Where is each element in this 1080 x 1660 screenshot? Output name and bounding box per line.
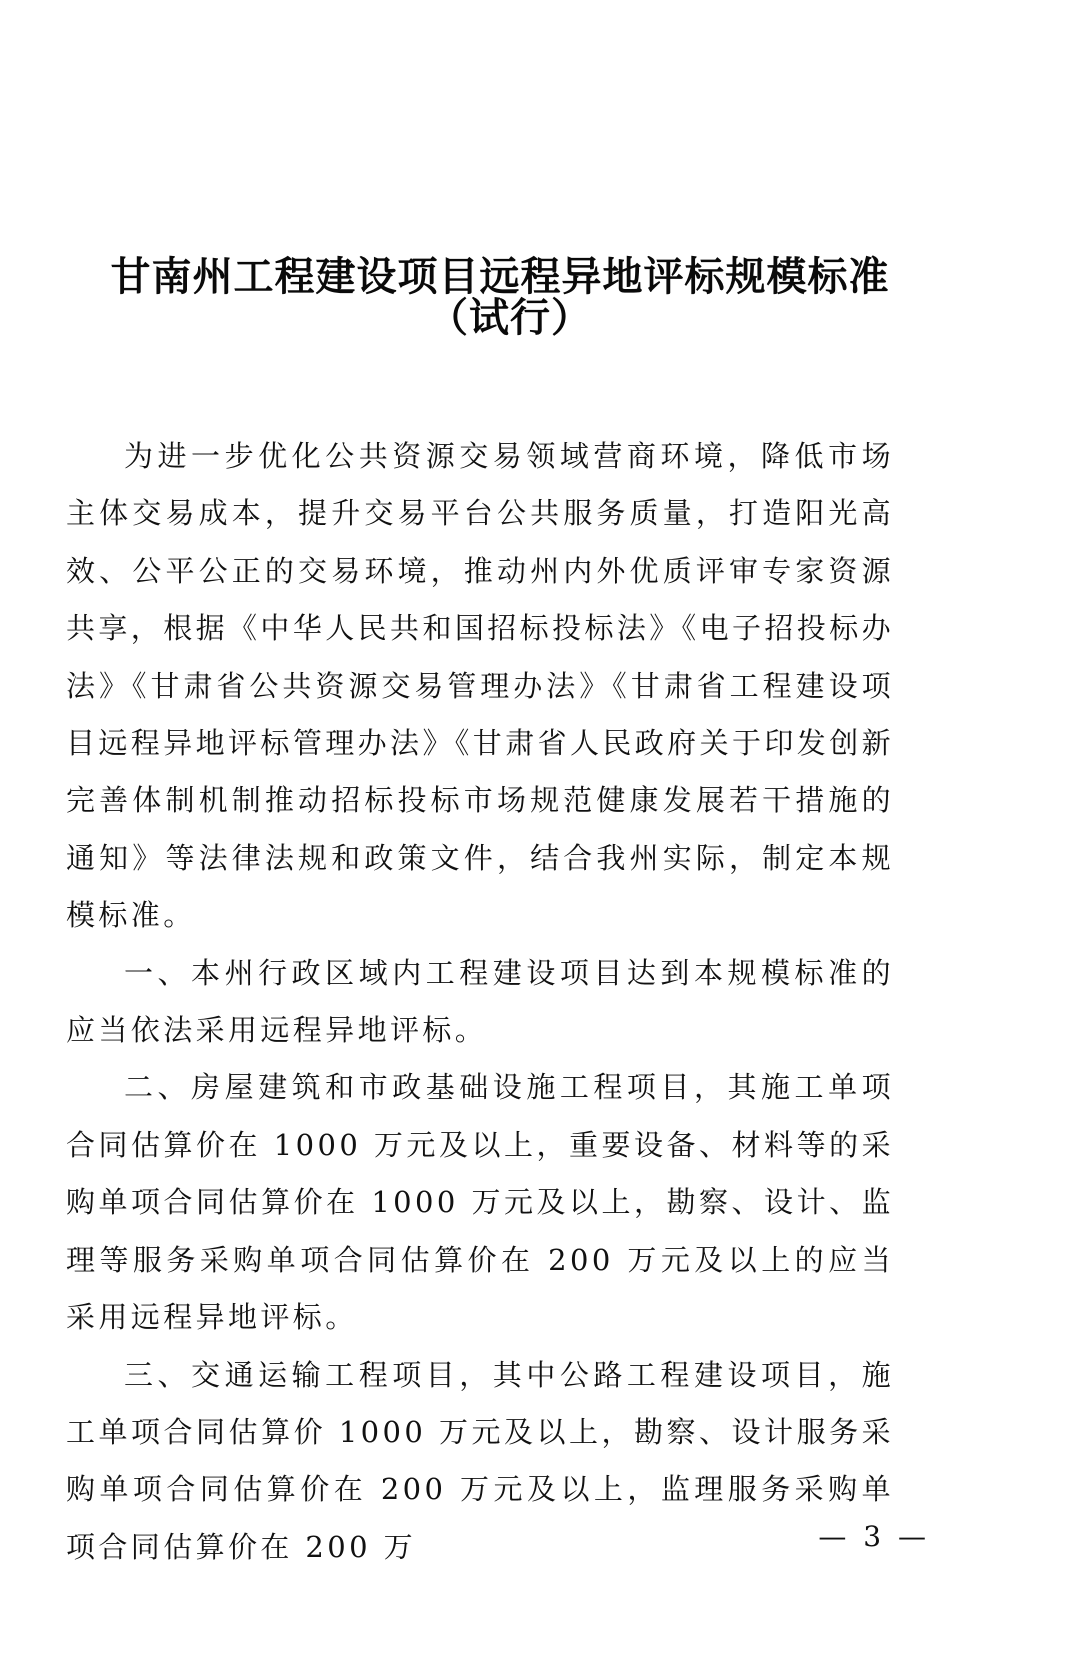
document-title: 甘南州工程建设项目远程异地评标规模标准 bbox=[110, 253, 890, 300]
paragraph-clause-3: 三、交通运输工程项目，其中公路工程建设项目，施工单项合同估算价 1000 万元及以上，勘察、设计服务采购单项合同估算价在 200 万元及以上，监理服务采购单项合同估算价在 200 万 bbox=[66, 1357, 894, 1564]
paragraph-clause-1: 一、本州行政区域内工程建设项目达到本规模标准的应当依法采用远程异地评标。 bbox=[66, 955, 894, 1048]
page-number: — 3 — bbox=[818, 1520, 930, 1553]
document-body bbox=[66, 428, 894, 1576]
paragraph-clause-2: 二、房屋建筑和市政基础设施工程项目，其施工单项合同估算价在 1000 万元及以上，重要设备、材料等的采购单项合同估算价在 1000 万元及以上，勘察、设计、监理等服务采购单项合同估算价在 200 万元及以上的应当采用远程异地评标。 bbox=[66, 1070, 894, 1335]
document-subtitle: （试行） bbox=[428, 295, 592, 341]
paragraph-intro: 为进一步优化公共资源交易领域营商环境，降低市场主体交易成本，提升交易平台公共服务质量，打造阳光高效、公平公正的交易环境，推动州内外优质评审专家资源共享，根据《中华人民共和国招标投标法》《电子招投标办法》《甘肃省公共资源交易管理办法》《甘肃省工程建设项目远程异地评标管理办法》《甘肃省人民政府关于印发创新完善体制机制推动招标投标市场规范健康发展若干措施的通知》等法律法规和政策文件，结合我州实际，制定本规模标准。 bbox=[66, 439, 894, 933]
